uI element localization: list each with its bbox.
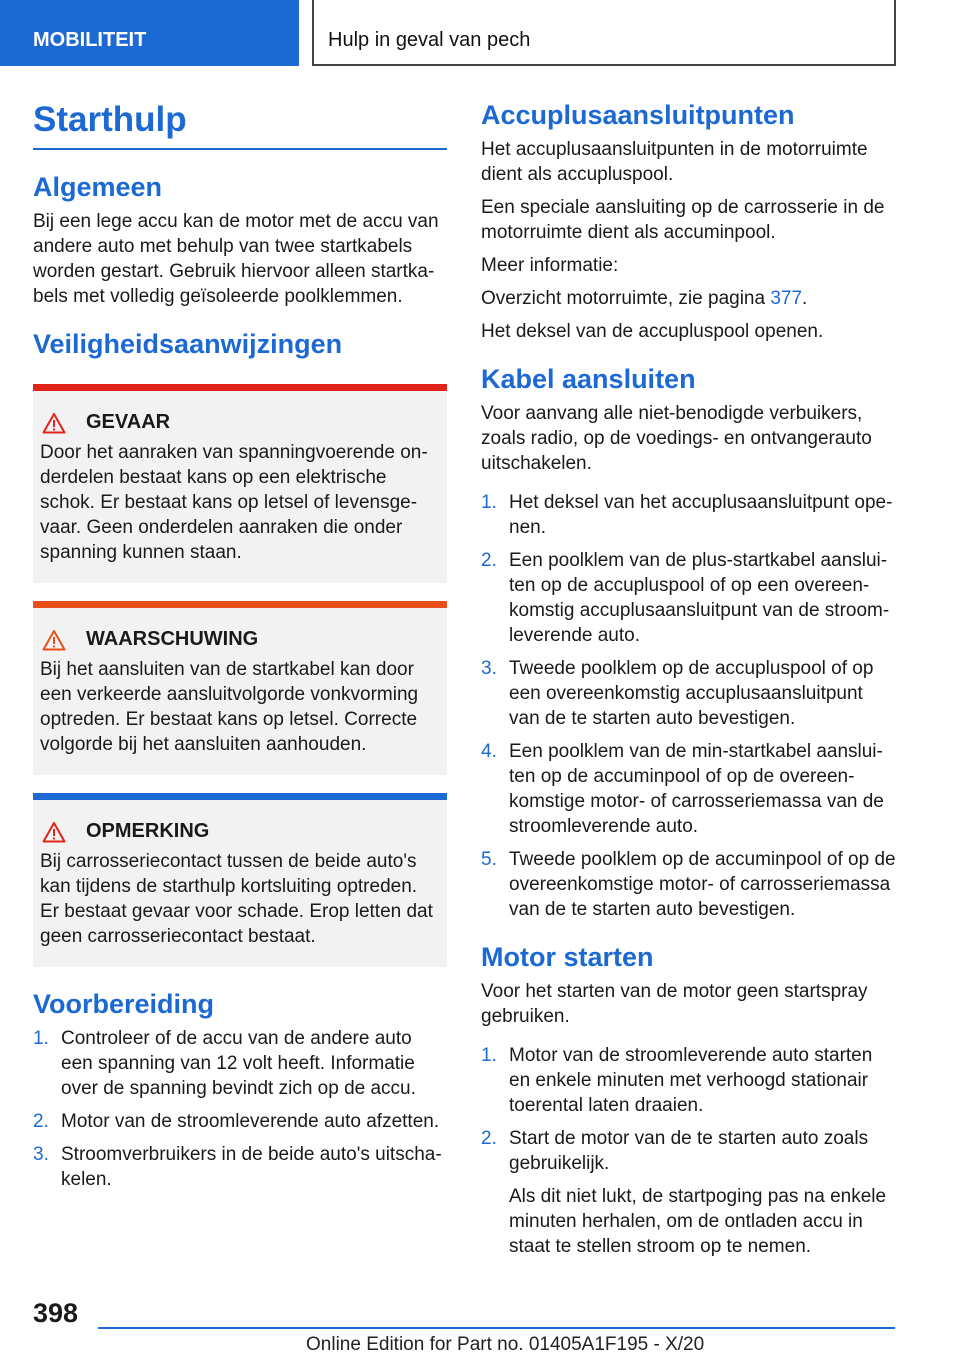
list-number: 2.	[33, 1111, 49, 1132]
accuplus-text: Een speciale aansluiting op de carrosserie in de motorruimte dient als accuminpool.	[481, 197, 885, 243]
section-heading-veiligheid: Veiligheidsaanwijzingen	[33, 329, 343, 359]
list-text: Tweede poolklem op de accuminpool of op de overeenkomstige motor- of carrosseriemassa van de te starten auto bevestigen.	[509, 849, 896, 920]
left-column	[33, 100, 447, 1200]
list-item	[33, 1142, 447, 1192]
voorbereiding-list	[33, 1026, 447, 1192]
notice-bar	[33, 384, 447, 391]
list-number: 3.	[33, 1144, 49, 1165]
notice-label: WAARSCHUWING	[86, 628, 259, 650]
list-item	[33, 1109, 447, 1134]
list-item	[481, 847, 897, 922]
accuplus-text: Het deksel van de accupluspool openen.	[481, 321, 824, 342]
list-number: 3.	[481, 658, 497, 679]
notice-label: GEVAAR	[86, 411, 171, 433]
notice-text: Bij carrosseriecontact tussen de beide auto's kan tijdens de starthulp kortsluiting optreden. Er bestaat gevaar voor schade. Erop letten dat geen carrosseriecontact bestaat.	[40, 851, 433, 947]
kabel-list	[481, 490, 897, 922]
section-heading-accuplus: Accuplusaansluitpunten	[481, 100, 795, 130]
section-tab: MOBILITEIT	[0, 0, 299, 66]
page-title: Starthulp	[33, 100, 447, 150]
reference-suffix: .	[802, 288, 808, 309]
notice-header	[33, 820, 447, 843]
list-text: Motor van de stroomleverende auto afzetten.	[61, 1111, 440, 1132]
list-number: 4.	[481, 741, 497, 762]
list-item	[481, 548, 897, 648]
list-text: Controleer of de accu van de andere auto een spanning van 12 volt heeft. Informatie over de spanning bevindt zich op de accu.	[61, 1028, 416, 1099]
notice-text: Door het aanraken van spanningvoerende onderdelen bestaat kans op een elektrische schok. Er bestaat kans op letsel of levensgevaar. Geen onderdelen aanraken die onder spanning kunnen staan.	[40, 442, 428, 563]
notice-header	[33, 628, 447, 651]
list-number: 2.	[481, 550, 497, 571]
notice-header	[33, 411, 447, 434]
accuplus-text: Meer informatie:	[481, 255, 619, 276]
list-text: Een poolklem van de min-startkabel aansluiten op de accuminpool of op de overeenkomstige motor- of carrosseriemassa van de stroomleverende auto.	[509, 741, 884, 837]
accuplus-text: Het accuplusaansluitpunten in de motorruimte dient als accupluspool.	[481, 139, 868, 185]
reference-text: Overzicht motorruimte, zie pagina	[481, 288, 771, 309]
motor-intro: Voor het starten van de motor geen startspray gebruiken.	[481, 981, 868, 1027]
list-item	[481, 656, 897, 731]
warning-triangle-icon	[42, 412, 66, 434]
list-item-body	[509, 1126, 897, 1259]
list-text: Het deksel van het accuplusaansluitpunt openen.	[509, 492, 893, 538]
section-heading-motor: Motor starten	[481, 942, 654, 972]
list-item	[481, 1126, 897, 1259]
notice-bar	[33, 793, 447, 800]
notice-note	[33, 793, 447, 967]
list-number: 5.	[481, 849, 497, 870]
list-text: Motor van de stroomleverende auto starten en enkele minuten met verhoogd stationair toerental laten draaien.	[509, 1045, 873, 1116]
list-text: Stroomverbruikers in de beide auto's uitschakelen.	[61, 1144, 442, 1190]
list-item	[481, 1043, 897, 1118]
page-number: 398	[33, 1298, 79, 1328]
list-number: 1.	[33, 1028, 49, 1049]
warning-triangle-icon	[42, 629, 66, 651]
notice-label: OPMERKING	[86, 820, 210, 842]
list-text: Tweede poolklem op de accupluspool of op een overeenkomstig accuplusaansluitpunt van de te starten auto bevestigen.	[509, 658, 874, 729]
list-text: Een poolklem van de plus-startkabel aansluiten op de accupluspool of op een overeenkomstig accuplusaansluitpunt van de stroomleverende auto.	[509, 550, 890, 646]
chapter-title: Hulp in geval van pech	[312, 0, 896, 66]
list-number: 1.	[481, 492, 497, 513]
list-item	[481, 739, 897, 839]
footer-divider	[98, 1327, 895, 1329]
notice-bar	[33, 601, 447, 608]
section-heading-algemeen: Algemeen	[33, 172, 163, 202]
algemeen-text: Bij een lege accu kan de motor met de accu van andere auto met behulp van twee startkabels worden gestart. Gebruik hiervoor alleen startkabels met volledig geïsoleerde poolklemmen.	[33, 211, 439, 307]
notice-warning	[33, 601, 447, 775]
footer-edition: Online Edition for Part no. 01405A1F195 - X/20	[306, 1334, 705, 1355]
list-text: Start de motor van de te starten auto zoals gebruikelijk.	[509, 1128, 869, 1174]
page-link[interactable]: 377	[770, 288, 803, 309]
list-item	[33, 1026, 447, 1101]
notice-danger	[33, 384, 447, 583]
motor-list	[481, 1043, 897, 1259]
list-extra-text: Als dit niet lukt, de startpoging pas na enkele minuten herhalen, om de ontladen accu in staat te stellen stroom op te nemen.	[509, 1186, 887, 1257]
warning-triangle-icon	[42, 821, 66, 843]
list-number: 2.	[481, 1128, 497, 1149]
accuplus-reference	[481, 286, 897, 311]
section-heading-kabel: Kabel aansluiten	[481, 364, 696, 394]
section-heading-voorbereiding: Voorbereiding	[33, 989, 215, 1019]
list-number: 1.	[481, 1045, 497, 1066]
list-item	[481, 490, 897, 540]
kabel-intro: Voor aanvang alle niet-benodigde verbuikers, zoals radio, op de voedings- en ontvangerauto uitschakelen.	[481, 403, 872, 474]
right-column	[481, 100, 897, 1267]
notice-text: Bij het aansluiten van de startkabel kan door een verkeerde aansluitvolgorde vonkvorming optreden. Er bestaat kans op letsel. Correcte volgorde bij het aansluiten aanhouden.	[40, 659, 419, 755]
